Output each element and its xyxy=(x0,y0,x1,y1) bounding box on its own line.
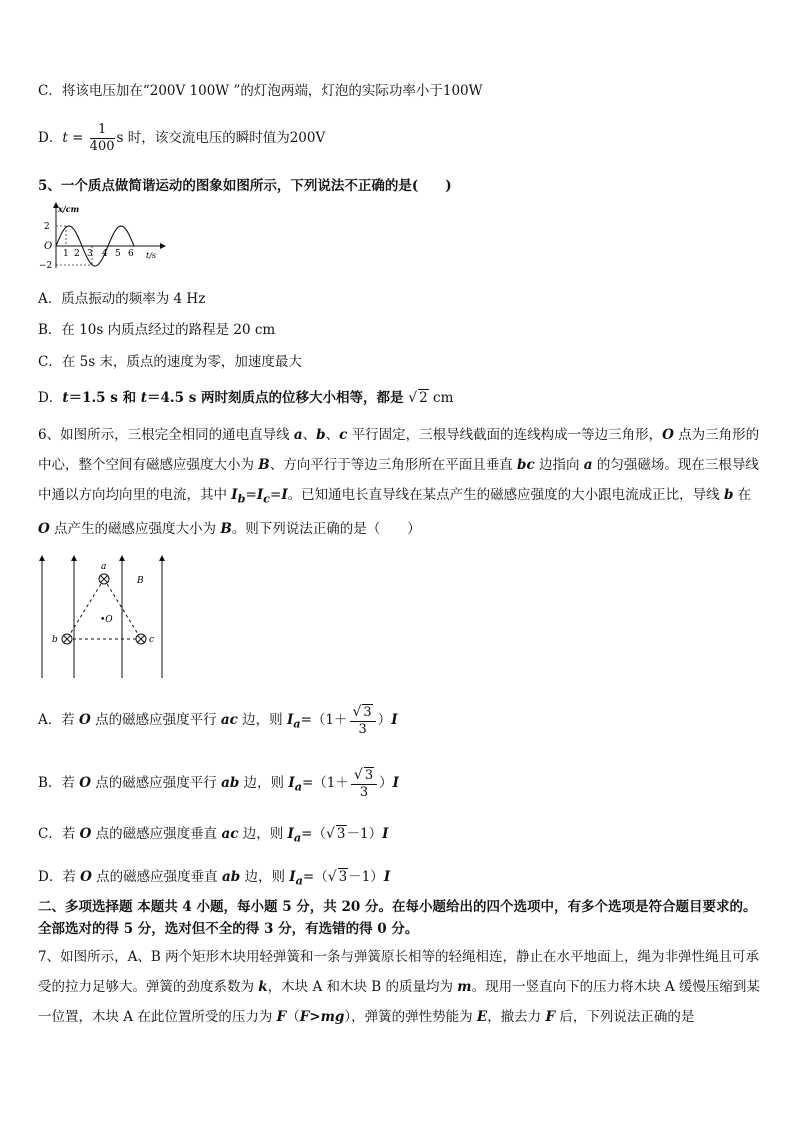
radicand: 3 xyxy=(338,869,348,885)
q6-option-c-mid: 点的磁感应强度垂直 xyxy=(91,826,222,842)
q5-option-c-text: C．在 5s 末，质点的速度为零，加速度最大 xyxy=(38,354,302,370)
q5-stem xyxy=(38,177,452,195)
fraction-denominator: 3 xyxy=(358,721,367,737)
q7-stem xyxy=(38,942,760,1032)
q6-stem-var: b xyxy=(316,427,326,443)
y-axis-label: x/cm xyxy=(58,204,80,214)
q6-option-d-tail: 边，则 xyxy=(240,869,290,885)
q4-option-d-fraction xyxy=(90,122,115,155)
q5-option-d-prefix: D． xyxy=(38,390,63,406)
field-b-label: B xyxy=(137,576,144,586)
q6-stem-part: 边指向 xyxy=(534,457,584,473)
q6-option-b-tail: 边，则 xyxy=(239,775,289,791)
q5-option-d-t1: t xyxy=(62,390,69,406)
q7-stem-part: 后，下列说法正确的是 xyxy=(555,1009,695,1025)
q6-option-a-tail: 边，则 xyxy=(237,712,287,728)
wire-c-label: c xyxy=(149,635,155,645)
q6-stem-var: O xyxy=(662,427,674,443)
q6-option-b-prefix: B．若 xyxy=(38,775,80,791)
q5-option-d-radicand: 2 xyxy=(419,390,428,406)
q7-stem-var: E xyxy=(476,1009,488,1025)
q6-stem-part: 、 xyxy=(302,427,317,443)
q4-option-c-text: C．将该电压加在“200V 100W ”的灯泡两端，灯泡的实际功率小于100W xyxy=(38,83,483,99)
q5-option-d-mid2: ＝4.5 s 两时刻质点的位移大小相等，都是 xyxy=(147,390,409,406)
x-tick-1: 1 xyxy=(63,249,69,259)
q6-stem-part: 平行固定，三根导线截面的连线构成一等边三角形， xyxy=(347,427,663,443)
x-tick-3: 3 xyxy=(87,249,93,259)
q6-option-b-eq: =（1＋ xyxy=(301,775,349,791)
q7-stem-part: ，木块 A 和木块 B 的质量均为 xyxy=(267,979,458,995)
q5-option-a[interactable] xyxy=(38,290,205,308)
q6-stem-var: c xyxy=(339,427,348,443)
q6-option-a-prefix: A．若 xyxy=(38,712,80,728)
q7-stem-part: （ xyxy=(286,1009,300,1025)
q6-option-b[interactable] xyxy=(38,763,399,803)
q6-option-d-end: I xyxy=(383,869,391,885)
q6-option-c-prefix: C．若 xyxy=(38,826,80,842)
x-tick-2: 2 xyxy=(74,249,80,259)
q6-stem xyxy=(38,420,760,544)
q6-stem-sub: c xyxy=(263,491,270,506)
q6-option-c-var: O xyxy=(79,826,92,842)
q6-option-a-end: I xyxy=(391,712,398,728)
q6-option-c-current: I xyxy=(287,826,294,842)
q6-stem-part: 的匀强磁场。现在三根导线中通以方向均向里的电流，其中 xyxy=(38,457,759,503)
q6-stem-var: B xyxy=(258,457,270,473)
y-tick-2: 2 xyxy=(44,222,50,232)
q6-option-c-close: －1） xyxy=(346,826,383,842)
q6-option-b-close: ） xyxy=(379,775,393,791)
q6-option-b-end: I xyxy=(392,775,399,791)
q6-option-b-edge: ab xyxy=(221,775,240,791)
sqrt-symbol: √ xyxy=(408,390,418,406)
q6-option-a-edge: ac xyxy=(220,712,238,728)
q6-option-c-eq: =（ xyxy=(301,826,326,842)
q6-stem-part: 点为三角形的中心，整个空间有磁感应强度大小为 xyxy=(38,427,760,473)
radicand: 3 xyxy=(364,767,374,783)
q6-option-d-eq: =（ xyxy=(302,869,328,885)
y-tick-neg2: −2 xyxy=(39,261,53,271)
q5-option-d-t2: t xyxy=(140,390,148,406)
q6-stem-part: 。则下列说法正确的是（ ） xyxy=(231,520,421,537)
q6-option-d-sub: a xyxy=(295,873,303,888)
q7-stem-var: m xyxy=(457,979,472,995)
q6-option-b-var: O xyxy=(79,775,91,791)
q7-stem-part: ），弹簧的弹性势能为 xyxy=(344,1009,477,1025)
q5-option-d[interactable] xyxy=(38,389,453,407)
q6-stem-var: I xyxy=(231,487,238,503)
q7-stem-var: F xyxy=(276,1009,287,1025)
q6-option-d-prefix: D．若 xyxy=(38,869,81,885)
q6-option-a[interactable] xyxy=(38,700,398,740)
q5-oscillation-graph xyxy=(36,200,171,276)
q7-stem-var: F xyxy=(545,1009,556,1025)
q6-stem-var: a xyxy=(293,427,303,443)
q5-option-c[interactable] xyxy=(38,353,302,371)
q4-option-c[interactable] xyxy=(38,82,483,100)
wire-b-label: b xyxy=(52,635,58,645)
q6-stem-sub: b xyxy=(237,491,246,506)
q6-option-b-current: I xyxy=(288,775,295,791)
q6-stem-part: 6、如图所示，三根完全相同的通电直导线 xyxy=(38,427,294,443)
sqrt-symbol: √ xyxy=(327,869,337,885)
q6-option-d-current: I xyxy=(289,869,296,885)
q6-stem-part: 在 xyxy=(733,487,752,503)
fraction-denominator: 3 xyxy=(359,784,369,800)
q6-wire-figure xyxy=(34,552,174,680)
fraction-denominator: 400 xyxy=(89,139,115,154)
q6-option-d-var: O xyxy=(80,869,92,885)
q6-stem-part: 。已知通电长直导线在某点产生的磁感应强度的大小跟电流成正比，导线 xyxy=(287,487,724,503)
q6-option-b-mid: 点的磁感应强度平行 xyxy=(90,775,222,791)
origin-label: O xyxy=(44,241,53,252)
q6-option-c-edge: ac xyxy=(221,826,239,842)
q6-stem-var: I xyxy=(281,487,288,503)
wire-c-into-page-icon xyxy=(136,634,146,644)
q6-stem-part: = xyxy=(270,487,282,503)
q6-option-a-current: I xyxy=(286,712,294,728)
wire-a-label: a xyxy=(101,562,107,572)
x-tick-4: 4 xyxy=(102,249,108,259)
x-tick-5: 5 xyxy=(115,249,121,259)
q6-option-a-close: ） xyxy=(377,712,392,728)
section-2-header xyxy=(38,896,760,940)
q4-option-d-var: t xyxy=(62,130,68,146)
q6-option-a-mid: 点的磁感应强度平行 xyxy=(90,712,221,728)
q5-stem-text: 5、一个质点做简谐运动的图象如图所示，下列说法不正确的是( ) xyxy=(38,178,452,194)
q4-option-d-eq: = xyxy=(67,130,88,146)
q6-stem-var: B xyxy=(220,520,232,537)
q6-option-a-var: O xyxy=(79,712,91,728)
section-2-text: 二、多项选择题 本题共 4 小题，每小题 5 分，共 20 分。在每小题给出的四个选项中，有多个选项是符合题目要求的。全部选对的得 5 分，选对但不全的得 3 分，有选错的得 0 分。 xyxy=(38,899,757,937)
q6-stem-var: bc xyxy=(517,457,535,473)
x-tick-6: 6 xyxy=(128,249,134,259)
q7-stem-part: 。现用一竖直向下的压力将木块 A 缓慢压缩到某一位置，木块 A 在此位置所受的压力为 xyxy=(38,979,760,1025)
q6-option-a-sub: a xyxy=(293,716,301,731)
wire-b-into-page-icon xyxy=(62,634,72,644)
q7-stem-var: F>mg xyxy=(299,1009,345,1025)
q6-option-b-sub: a xyxy=(294,779,302,794)
fraction-numerator xyxy=(350,704,376,722)
q6-option-c-end: I xyxy=(382,826,389,842)
q7-stem-var: k xyxy=(258,979,268,995)
q5-option-b-text: B．在 10s 内质点经过的路程是 20 cm xyxy=(38,322,276,338)
triangle-side-ab xyxy=(67,579,104,639)
q6-option-a-eq: =（1＋ xyxy=(300,712,348,728)
q6-option-b-fraction xyxy=(351,767,377,801)
q4-option-d-text: s 时，该交流电压的瞬时值为200V xyxy=(116,130,326,146)
q6-stem-part: 点产生的磁感应强度大小为 xyxy=(49,520,221,537)
wire-a-into-page-icon xyxy=(99,574,109,584)
q6-option-a-fraction xyxy=(350,704,376,738)
radicand: 3 xyxy=(363,704,372,720)
q5-option-d-mid1: ＝1.5 s 和 xyxy=(68,390,141,406)
q6-option-d[interactable] xyxy=(38,868,390,890)
q5-option-a-text: A．质点振动的频率为 4 Hz xyxy=(38,291,206,307)
q7-stem-part: ，撤去力 xyxy=(487,1009,546,1025)
q6-stem-var: b xyxy=(723,487,734,503)
sqrt-symbol: √ xyxy=(353,766,363,783)
center-o-label: •O xyxy=(100,615,113,625)
sqrt-symbol: √ xyxy=(325,826,335,842)
q6-stem-part: 、方向平行于等边三角形所在平面且垂直 xyxy=(269,457,518,473)
q7-stem-part: 7、如图所示，A、B 两个矩形木块用轻弹簧和一条与弹簧原长相等的轻绳相连，静止在水平地面上，绳为非弹性绳且可承受的拉力足够大。弹簧的劲度系数为 xyxy=(38,949,760,995)
q6-stem-var: O xyxy=(38,520,50,537)
q6-stem-part: = xyxy=(245,487,257,503)
radicand: 3 xyxy=(336,826,346,842)
q6-option-d-edge: ab xyxy=(221,869,241,885)
q6-option-c[interactable] xyxy=(38,825,388,847)
q6-stem-part: 、 xyxy=(325,427,340,443)
q5-option-d-unit: cm xyxy=(428,390,454,406)
q4-option-d[interactable] xyxy=(38,120,325,156)
q6-option-c-tail: 边，则 xyxy=(238,826,288,842)
q6-option-d-close: －1） xyxy=(348,869,384,885)
sqrt-symbol: √ xyxy=(352,703,362,720)
q6-option-c-sub: a xyxy=(293,830,302,845)
fraction-numerator xyxy=(351,767,377,785)
q4-option-d-prefix: D． xyxy=(38,130,63,146)
q6-stem-var: I xyxy=(256,487,264,503)
x-axis-label: t/s xyxy=(146,251,157,260)
q6-stem-var: a xyxy=(583,457,593,473)
x-axis-arrow xyxy=(160,243,166,249)
q6-option-d-mid: 点的磁感应强度垂直 xyxy=(91,869,222,885)
fraction-numerator: 1 xyxy=(90,122,115,139)
q5-option-b[interactable] xyxy=(38,321,275,339)
